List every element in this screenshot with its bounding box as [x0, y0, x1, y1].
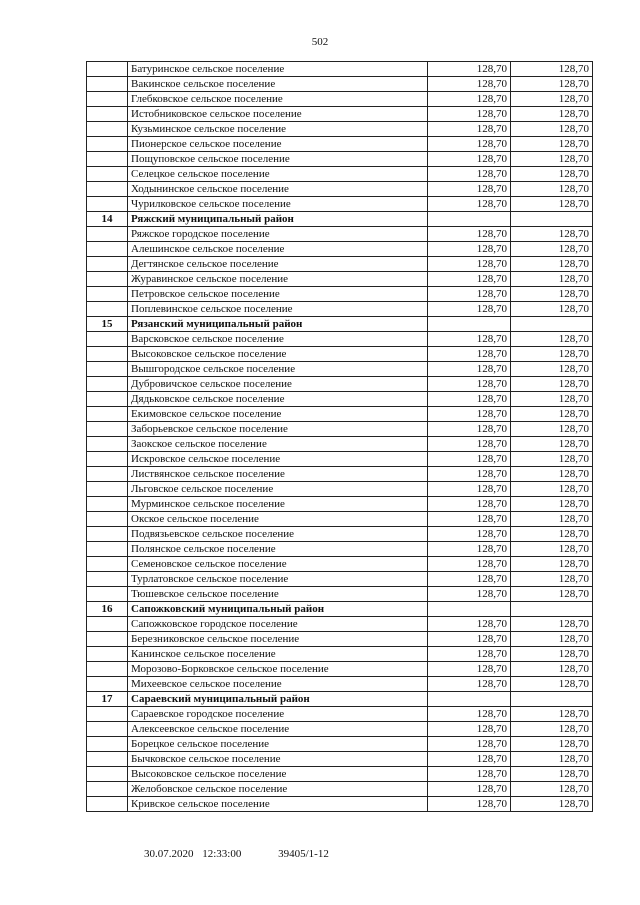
row-number-cell — [87, 257, 128, 272]
row-number-cell — [87, 242, 128, 257]
settlement-name-cell: Дегтянское сельское поселение — [128, 257, 428, 272]
value-2-cell: 128,70 — [511, 797, 593, 812]
settlement-row — [87, 542, 593, 557]
settlement-name-cell: Кузьминское сельское поселение — [128, 122, 428, 137]
row-number-cell — [87, 482, 128, 497]
value-2-cell: 128,70 — [511, 92, 593, 107]
value-2-cell: 128,70 — [511, 782, 593, 797]
value-1-cell: 128,70 — [428, 242, 511, 257]
value-1-cell: 128,70 — [428, 392, 511, 407]
settlement-name-cell: Селецкое сельское поселение — [128, 167, 428, 182]
settlement-name-cell: Листвянское сельское поселение — [128, 467, 428, 482]
value-1-cell — [428, 317, 511, 332]
settlement-row — [87, 497, 593, 512]
settlement-name-cell: Сапожковский муниципальный район — [128, 602, 428, 617]
value-2-cell: 128,70 — [511, 587, 593, 602]
row-number-cell — [87, 782, 128, 797]
settlement-name-cell: Желобовское сельское поселение — [128, 782, 428, 797]
row-number-cell — [87, 512, 128, 527]
row-number-cell — [87, 527, 128, 542]
row-number-cell: 15 — [87, 317, 128, 332]
value-1-cell: 128,70 — [428, 497, 511, 512]
row-number-cell — [87, 362, 128, 377]
settlement-row — [87, 107, 593, 122]
value-2-cell: 128,70 — [511, 737, 593, 752]
settlement-name-cell: Семеновское сельское поселение — [128, 557, 428, 572]
value-2-cell: 128,70 — [511, 107, 593, 122]
settlement-name-cell: Пощуповское сельское поселение — [128, 152, 428, 167]
settlement-row — [87, 167, 593, 182]
settlement-row — [87, 272, 593, 287]
value-2-cell: 128,70 — [511, 662, 593, 677]
value-2-cell: 128,70 — [511, 632, 593, 647]
settlement-name-cell: Борецкое сельское поселение — [128, 737, 428, 752]
table-body — [87, 62, 593, 812]
row-number-cell — [87, 422, 128, 437]
value-1-cell: 128,70 — [428, 767, 511, 782]
value-2-cell: 128,70 — [511, 272, 593, 287]
district-row — [87, 602, 593, 617]
value-1-cell: 128,70 — [428, 377, 511, 392]
value-2-cell: 128,70 — [511, 437, 593, 452]
settlement-name-cell: Искровское сельское поселение — [128, 452, 428, 467]
settlement-row — [87, 527, 593, 542]
settlement-name-cell: Вышгородское сельское поселение — [128, 362, 428, 377]
settlement-name-cell: Мурминское сельское поселение — [128, 497, 428, 512]
district-row — [87, 692, 593, 707]
value-1-cell: 128,70 — [428, 677, 511, 692]
settlement-row — [87, 77, 593, 92]
value-2-cell: 128,70 — [511, 242, 593, 257]
footer-code: 39405/1-12 — [278, 848, 329, 860]
row-number-cell — [87, 392, 128, 407]
value-1-cell: 128,70 — [428, 92, 511, 107]
settlement-row — [87, 512, 593, 527]
settlement-name-cell: Ряжское городское поселение — [128, 227, 428, 242]
settlement-name-cell: Бычковское сельское поселение — [128, 752, 428, 767]
settlement-name-cell: Истобниковское сельское поселение — [128, 107, 428, 122]
settlement-row — [87, 617, 593, 632]
value-2-cell: 128,70 — [511, 647, 593, 662]
settlement-name-cell: Рязанский муниципальный район — [128, 317, 428, 332]
value-2-cell: 128,70 — [511, 362, 593, 377]
district-row — [87, 212, 593, 227]
row-number-cell — [87, 407, 128, 422]
settlement-name-cell: Льговское сельское поселение — [128, 482, 428, 497]
value-2-cell: 128,70 — [511, 347, 593, 362]
value-1-cell: 128,70 — [428, 647, 511, 662]
settlement-name-cell: Поплевинское сельское поселение — [128, 302, 428, 317]
settlement-row — [87, 182, 593, 197]
value-1-cell: 128,70 — [428, 257, 511, 272]
row-number-cell — [87, 647, 128, 662]
row-number-cell — [87, 122, 128, 137]
row-number-cell — [87, 557, 128, 572]
value-1-cell: 128,70 — [428, 572, 511, 587]
footer-datetime: 30.07.2020 12:33:00 — [144, 848, 242, 860]
value-1-cell: 128,70 — [428, 437, 511, 452]
value-2-cell — [511, 602, 593, 617]
settlement-name-cell: Канинское сельское поселение — [128, 647, 428, 662]
row-number-cell — [87, 377, 128, 392]
value-2-cell: 128,70 — [511, 617, 593, 632]
settlement-name-cell: Дядьковское сельское поселение — [128, 392, 428, 407]
value-2-cell: 128,70 — [511, 137, 593, 152]
page-number: 502 — [311, 36, 329, 48]
settlement-row — [87, 722, 593, 737]
row-number-cell — [87, 107, 128, 122]
settlement-row — [87, 452, 593, 467]
row-number-cell — [87, 767, 128, 782]
value-1-cell: 128,70 — [428, 272, 511, 287]
row-number-cell — [87, 467, 128, 482]
value-2-cell: 128,70 — [511, 512, 593, 527]
value-2-cell: 128,70 — [511, 422, 593, 437]
row-number-cell — [87, 287, 128, 302]
value-2-cell — [511, 317, 593, 332]
row-number-cell — [87, 452, 128, 467]
settlement-row — [87, 407, 593, 422]
value-2-cell: 128,70 — [511, 707, 593, 722]
value-1-cell: 128,70 — [428, 797, 511, 812]
settlement-row — [87, 572, 593, 587]
settlement-name-cell: Ходынинское сельское поселение — [128, 182, 428, 197]
settlement-name-cell: Журавинское сельское поселение — [128, 272, 428, 287]
settlement-name-cell: Чурилковское сельское поселение — [128, 197, 428, 212]
settlement-name-cell: Сараевское городское поселение — [128, 707, 428, 722]
settlement-row — [87, 422, 593, 437]
settlement-row — [87, 467, 593, 482]
settlement-name-cell: Заокское сельское поселение — [128, 437, 428, 452]
row-number-cell — [87, 62, 128, 77]
value-2-cell: 128,70 — [511, 557, 593, 572]
settlement-row — [87, 287, 593, 302]
settlement-row — [87, 707, 593, 722]
value-2-cell: 128,70 — [511, 302, 593, 317]
value-1-cell: 128,70 — [428, 167, 511, 182]
settlement-row — [87, 662, 593, 677]
value-2-cell: 128,70 — [511, 752, 593, 767]
value-1-cell: 128,70 — [428, 662, 511, 677]
row-number-cell — [87, 437, 128, 452]
settlements-table-wrap — [86, 61, 593, 812]
value-1-cell: 128,70 — [428, 482, 511, 497]
settlement-row — [87, 482, 593, 497]
value-1-cell: 128,70 — [428, 542, 511, 557]
row-number-cell — [87, 272, 128, 287]
row-number-cell — [87, 752, 128, 767]
value-1-cell: 128,70 — [428, 617, 511, 632]
value-1-cell: 128,70 — [428, 512, 511, 527]
row-number-cell — [87, 347, 128, 362]
row-number-cell: 17 — [87, 692, 128, 707]
settlement-row — [87, 797, 593, 812]
value-2-cell: 128,70 — [511, 527, 593, 542]
row-number-cell — [87, 497, 128, 512]
value-2-cell: 128,70 — [511, 287, 593, 302]
row-number-cell — [87, 137, 128, 152]
row-number-cell — [87, 167, 128, 182]
value-2-cell: 128,70 — [511, 677, 593, 692]
value-2-cell: 128,70 — [511, 392, 593, 407]
settlement-name-cell: Дубровичское сельское поселение — [128, 377, 428, 392]
value-2-cell: 128,70 — [511, 77, 593, 92]
row-number-cell — [87, 542, 128, 557]
value-1-cell: 128,70 — [428, 707, 511, 722]
settlement-row — [87, 257, 593, 272]
settlement-row — [87, 137, 593, 152]
row-number-cell — [87, 302, 128, 317]
value-2-cell: 128,70 — [511, 572, 593, 587]
value-1-cell — [428, 602, 511, 617]
value-2-cell: 128,70 — [511, 482, 593, 497]
settlement-row — [87, 392, 593, 407]
value-1-cell: 128,70 — [428, 422, 511, 437]
value-1-cell: 128,70 — [428, 782, 511, 797]
settlement-row — [87, 242, 593, 257]
settlement-row — [87, 677, 593, 692]
value-2-cell — [511, 692, 593, 707]
settlement-row — [87, 347, 593, 362]
value-1-cell: 128,70 — [428, 752, 511, 767]
settlement-name-cell: Ряжский муниципальный район — [128, 212, 428, 227]
settlement-row — [87, 587, 593, 602]
value-1-cell: 128,70 — [428, 452, 511, 467]
settlement-row — [87, 437, 593, 452]
settlement-row — [87, 302, 593, 317]
settlement-name-cell: Березниковское сельское поселение — [128, 632, 428, 647]
value-1-cell: 128,70 — [428, 137, 511, 152]
page-footer — [144, 848, 329, 860]
settlement-name-cell: Полянское сельское поселение — [128, 542, 428, 557]
row-number-cell — [87, 707, 128, 722]
settlement-name-cell: Заборьевское сельское поселение — [128, 422, 428, 437]
value-2-cell: 128,70 — [511, 722, 593, 737]
settlement-row — [87, 332, 593, 347]
row-number-cell: 16 — [87, 602, 128, 617]
value-1-cell: 128,70 — [428, 407, 511, 422]
value-2-cell: 128,70 — [511, 62, 593, 77]
value-1-cell: 128,70 — [428, 122, 511, 137]
row-number-cell — [87, 662, 128, 677]
settlement-name-cell: Михеевское сельское поселение — [128, 677, 428, 692]
value-2-cell: 128,70 — [511, 377, 593, 392]
settlement-row — [87, 647, 593, 662]
value-1-cell: 128,70 — [428, 467, 511, 482]
value-2-cell: 128,70 — [511, 227, 593, 242]
value-2-cell: 128,70 — [511, 542, 593, 557]
settlement-name-cell: Екимовское сельское поселение — [128, 407, 428, 422]
settlement-row — [87, 197, 593, 212]
settlement-name-cell: Окское сельское поселение — [128, 512, 428, 527]
row-number-cell — [87, 572, 128, 587]
value-1-cell: 128,70 — [428, 302, 511, 317]
value-1-cell: 128,70 — [428, 557, 511, 572]
settlement-name-cell: Петровское сельское поселение — [128, 287, 428, 302]
value-1-cell: 128,70 — [428, 737, 511, 752]
settlement-row — [87, 62, 593, 77]
value-1-cell: 128,70 — [428, 587, 511, 602]
row-number-cell — [87, 617, 128, 632]
row-number-cell — [87, 152, 128, 167]
row-number-cell — [87, 587, 128, 602]
district-row — [87, 317, 593, 332]
row-number-cell — [87, 632, 128, 647]
settlement-row — [87, 122, 593, 137]
value-2-cell: 128,70 — [511, 452, 593, 467]
settlement-row — [87, 737, 593, 752]
value-1-cell: 128,70 — [428, 722, 511, 737]
settlement-name-cell: Турлатовское сельское поселение — [128, 572, 428, 587]
settlement-name-cell: Сараевский муниципальный район — [128, 692, 428, 707]
value-1-cell: 128,70 — [428, 107, 511, 122]
value-2-cell: 128,70 — [511, 182, 593, 197]
settlement-row — [87, 227, 593, 242]
settlement-name-cell: Алексеевское сельское поселение — [128, 722, 428, 737]
row-number-cell — [87, 92, 128, 107]
settlement-name-cell: Подвязьевское сельское поселение — [128, 527, 428, 542]
value-1-cell: 128,70 — [428, 362, 511, 377]
value-1-cell: 128,70 — [428, 227, 511, 242]
settlement-name-cell: Пионерское сельское поселение — [128, 137, 428, 152]
value-2-cell: 128,70 — [511, 257, 593, 272]
value-2-cell: 128,70 — [511, 197, 593, 212]
value-1-cell: 128,70 — [428, 347, 511, 362]
settlement-name-cell: Вакинское сельское поселение — [128, 77, 428, 92]
settlement-row — [87, 152, 593, 167]
settlement-row — [87, 782, 593, 797]
value-1-cell: 128,70 — [428, 152, 511, 167]
value-1-cell — [428, 692, 511, 707]
settlement-name-cell: Варсковское сельское поселение — [128, 332, 428, 347]
value-1-cell: 128,70 — [428, 197, 511, 212]
settlement-name-cell: Тюшевское сельское поселение — [128, 587, 428, 602]
settlement-name-cell: Кривское сельское поселение — [128, 797, 428, 812]
value-2-cell: 128,70 — [511, 167, 593, 182]
value-2-cell: 128,70 — [511, 152, 593, 167]
settlement-row — [87, 362, 593, 377]
settlement-row — [87, 632, 593, 647]
value-1-cell: 128,70 — [428, 62, 511, 77]
settlement-row — [87, 557, 593, 572]
value-2-cell: 128,70 — [511, 122, 593, 137]
row-number-cell — [87, 797, 128, 812]
row-number-cell — [87, 332, 128, 347]
settlement-name-cell: Алешинское сельское поселение — [128, 242, 428, 257]
row-number-cell — [87, 77, 128, 92]
settlement-name-cell: Высоковское сельское поселение — [128, 347, 428, 362]
settlement-name-cell: Глебковское сельское поселение — [128, 92, 428, 107]
value-2-cell — [511, 212, 593, 227]
settlement-row — [87, 752, 593, 767]
value-2-cell: 128,70 — [511, 332, 593, 347]
value-2-cell: 128,70 — [511, 407, 593, 422]
row-number-cell — [87, 182, 128, 197]
settlement-row — [87, 92, 593, 107]
settlement-name-cell: Сапожковское городское поселение — [128, 617, 428, 632]
settlement-row — [87, 377, 593, 392]
value-1-cell — [428, 212, 511, 227]
value-1-cell: 128,70 — [428, 77, 511, 92]
row-number-cell — [87, 722, 128, 737]
row-number-cell — [87, 677, 128, 692]
value-2-cell: 128,70 — [511, 497, 593, 512]
row-number-cell: 14 — [87, 212, 128, 227]
value-1-cell: 128,70 — [428, 332, 511, 347]
value-1-cell: 128,70 — [428, 527, 511, 542]
settlement-row — [87, 767, 593, 782]
settlement-name-cell: Высоковское сельское поселение — [128, 767, 428, 782]
settlements-table — [86, 61, 593, 812]
settlement-name-cell: Батуринское сельское поселение — [128, 62, 428, 77]
value-2-cell: 128,70 — [511, 467, 593, 482]
value-1-cell: 128,70 — [428, 632, 511, 647]
row-number-cell — [87, 227, 128, 242]
row-number-cell — [87, 197, 128, 212]
value-2-cell: 128,70 — [511, 767, 593, 782]
row-number-cell — [87, 737, 128, 752]
value-1-cell: 128,70 — [428, 287, 511, 302]
value-1-cell: 128,70 — [428, 182, 511, 197]
settlement-name-cell: Морозово-Борковское сельское поселение — [128, 662, 428, 677]
